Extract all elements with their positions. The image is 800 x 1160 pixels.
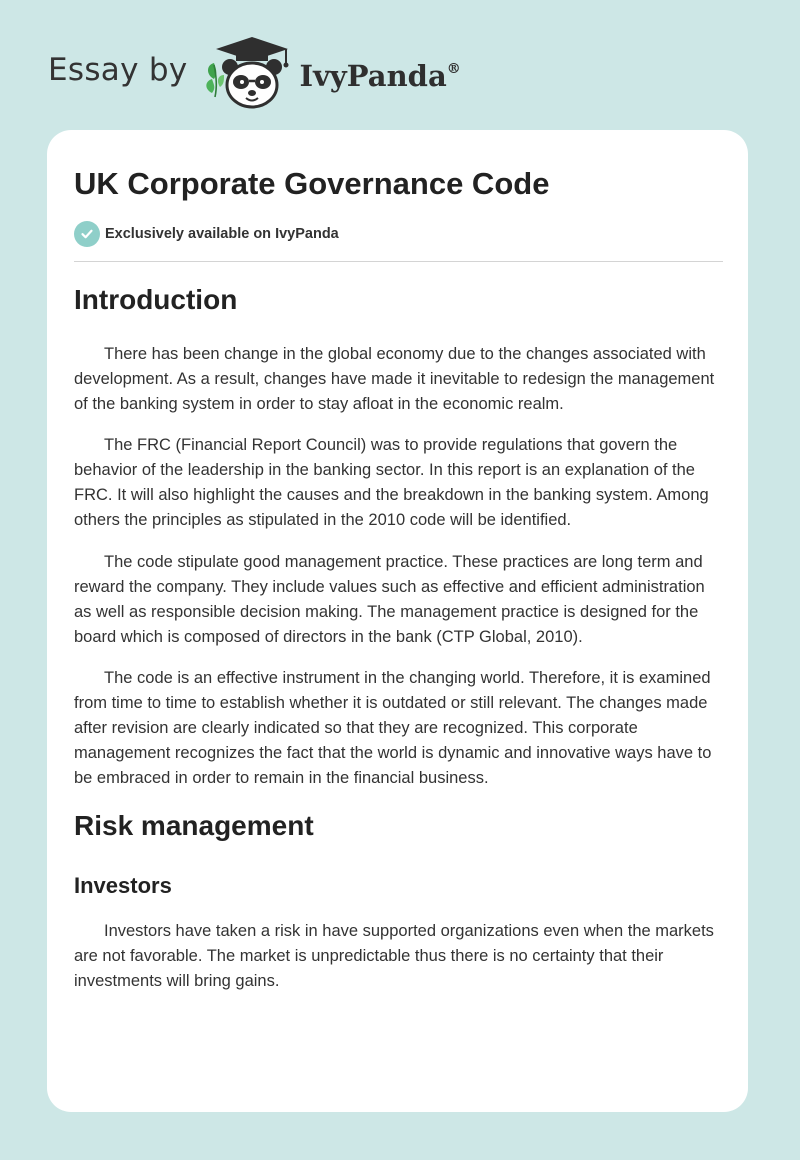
site-header bbox=[48, 34, 461, 114]
title-divider bbox=[74, 261, 723, 262]
investors-subheading: Investors bbox=[74, 873, 172, 898]
intro-paragraph-1: There has been change in the global economy due to the changes associated with development. As a result, changes have made it inevitable to redesign the management of the banking system in order to stay afloat in the economic realm. bbox=[74, 345, 715, 413]
risk-management-heading: Risk management bbox=[74, 810, 314, 841]
exclusive-badge bbox=[74, 221, 339, 247]
panda-logo-icon bbox=[202, 35, 294, 113]
intro-paragraph-3: The code stipulate good management practice. These practices are long term and reward the company. They include values such as effective and efficient administration as well as responsible decision making. The management practice is designed for the board which is composed of directors in the bank (CTP Global, 2010). bbox=[74, 553, 705, 646]
exclusive-label: Exclusively available on IvyPanda bbox=[105, 226, 339, 242]
check-icon bbox=[74, 221, 100, 247]
essay-by-label: Essay by bbox=[48, 52, 188, 88]
intro-paragraph-4: The code is an effective instrument in the changing world. Therefore, it is examined from time to time to establish whether it is outdated or still relevant. The changes made after revision are clearly indicated so that they are recognized. This corporate management recognizes the fact that the world is dynamic and innovative ways have to be embraced in order to remain in the financial business. bbox=[74, 669, 712, 787]
registered-mark: ® bbox=[446, 61, 461, 77]
brand-name: IvyPanda® bbox=[299, 59, 461, 93]
intro-paragraph-2: The FRC (Financial Report Council) was to provide regulations that govern the behavior of the leadership in the banking sector. In this report is an explanation of the FRC. It will also highlight the causes and the breakdown in the banking system. Among others the principles as stipulated in the 2010 code will be identified. bbox=[74, 436, 709, 529]
essay-card bbox=[47, 130, 748, 1112]
investors-paragraph-1: Investors have taken a risk in have supported organizations even when the markets are not favorable. The market is unpredictable thus there is no certainty that their investments will bring gains. bbox=[74, 922, 714, 990]
introduction-heading: Introduction bbox=[74, 284, 238, 315]
ivypanda-logo[interactable] bbox=[202, 35, 461, 113]
page-title: UK Corporate Governance Code bbox=[74, 166, 550, 201]
